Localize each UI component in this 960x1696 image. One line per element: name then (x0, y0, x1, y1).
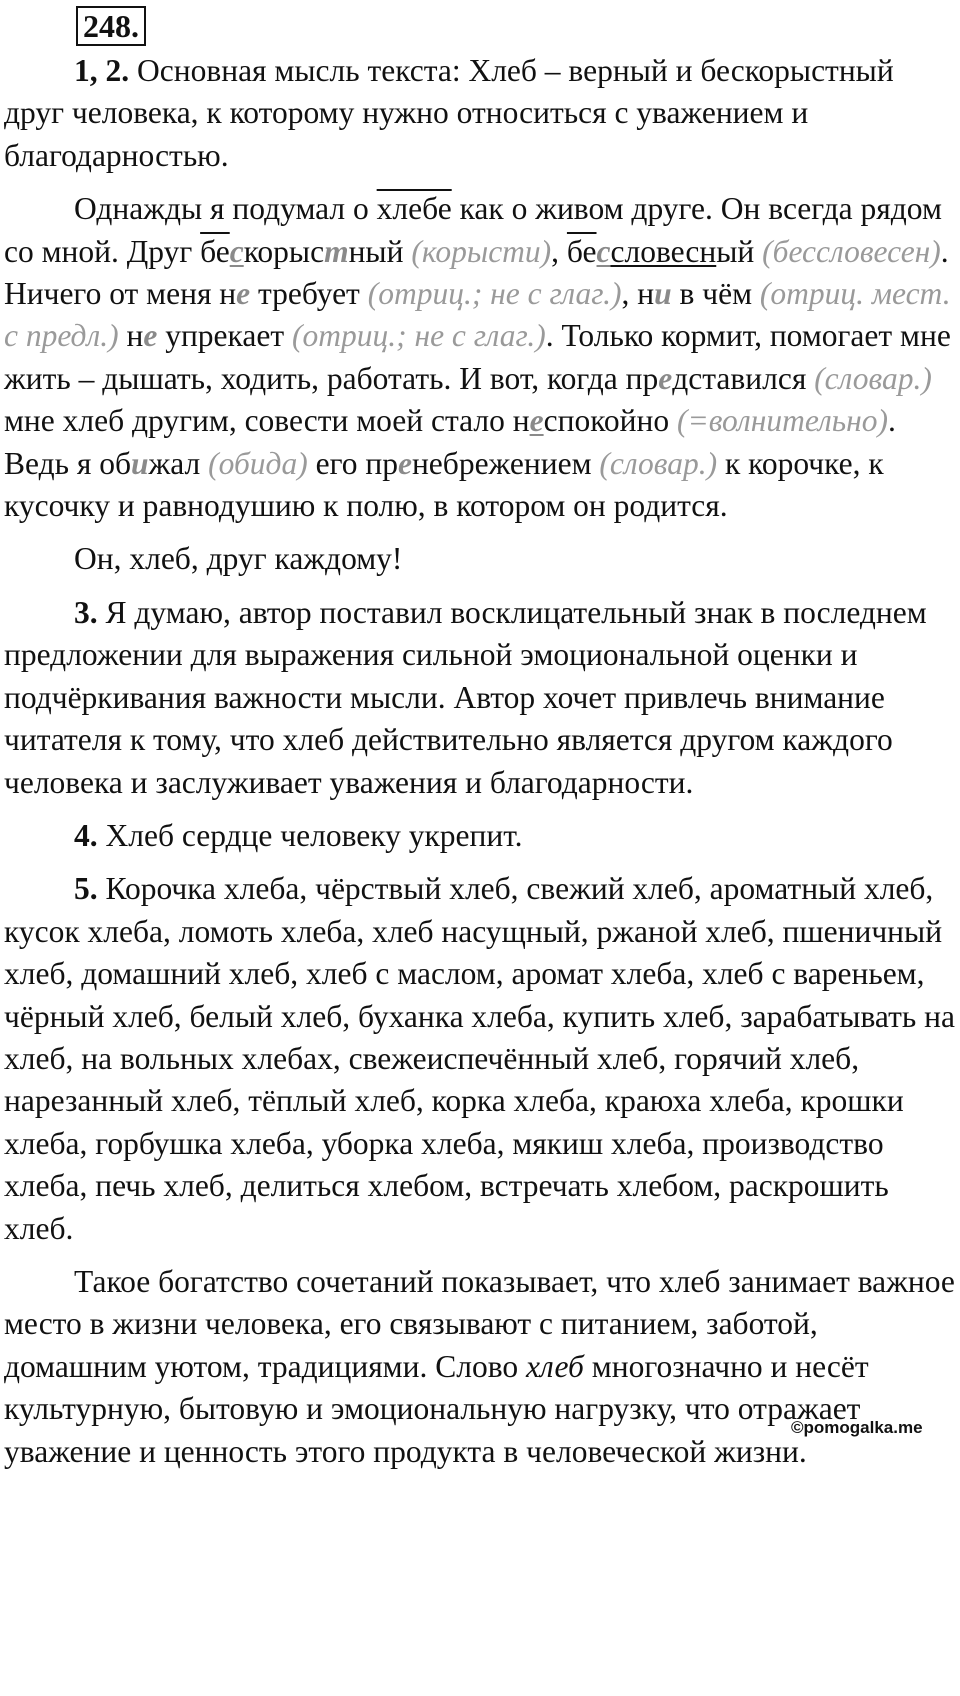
text-run: , (551, 233, 567, 269)
task-label: 3. (74, 594, 98, 630)
paragraph-text: Я думаю, автор поставил восклицательный знак в последнем предложении для выражения сильной эмоциональной оценки и подчёркивания важности мысли. Автор хочет привлечь внимание читателя к тому, что хлеб действительно является другом каждого человека и заслуживает уважения и благодарности. (4, 594, 927, 800)
exercise-number: 248. (76, 6, 146, 46)
text-run: к корочке, к кусочку и равнодушию к полю, в котором он родится. (4, 445, 884, 524)
text-run: как о живом друге. Он всегда рядом со мной. Друг (4, 191, 942, 269)
text-run: н (118, 318, 144, 354)
text-run: . Ничего от меня н (4, 233, 949, 312)
text-run: корыс (243, 233, 325, 269)
text-run: многозначно и несёт культурную, бытовую и эмоциональную нагрузку, что отражает уважение и ценность этого продукта в человеческой жизни. (4, 1348, 869, 1469)
highlighted-letter: и (654, 276, 672, 312)
annotation: (словар.) (814, 360, 932, 396)
text-run: ный (348, 233, 404, 269)
paragraph-answer-3 (4, 592, 960, 804)
annotation: (отриц.; не с глаг.) (367, 276, 622, 312)
paragraph-answer-4 (4, 815, 960, 857)
annotation: (отриц.; не с глаг.) (291, 318, 546, 354)
underlined-run: словесн (610, 233, 717, 269)
highlighted-letter: е (658, 360, 673, 396)
paragraph-text-body (4, 188, 960, 527)
paragraph-text: Корочка хлеба, чёрствый хлеб, свежий хлеб, ароматный хлеб, кусок хлеба, ломоть хлеба, хлеб насущный, ржаной хлеб, пшеничный хлеб, домашний хлеб, хлеб с маслом, аромат хлеба, хлеб с вареньем, чёрный хлеб, белый хлеб, буханка хлеба, купить хлеб, зарабатывать на хлеб, на вольных хлебах, свежеиспечённый хлеб, горячий хлеб, нарезанный хлеб, тёплый хлеб, корка хлеба, краюха хлеба, крошки хлеба, горбушка хлеба, уборка хлеба, мякиш хлеба, производство хлеба, печь хлеб, делиться хлебом, встречать хлебом, раскрошить хлеб. (4, 871, 955, 1246)
paragraph-conclusion (4, 1261, 960, 1473)
word-with-root-mark: хлебе (376, 191, 452, 227)
text-run: жал (148, 445, 209, 481)
text-run: в чём (671, 276, 760, 312)
task-label: 5. (74, 871, 98, 907)
prefix-mark: бе (200, 233, 230, 269)
annotation: (отриц. мест. с предл.) (4, 276, 951, 354)
prefix-mark: бе (566, 233, 597, 269)
text-run: . Только кормит, помогает мне жить – дышать, ходить, работать. И вот, когда пр (4, 318, 951, 396)
text-run: упрекает (157, 318, 292, 354)
watermark: ©pomogalka.me (791, 1418, 923, 1437)
text-run: Однажды я подумал о (74, 191, 377, 227)
paragraph-text: Основная мысль текста: Хлеб – верный и бескорыстный друг человека, к которому нужно относиться с уважением и благодарностью. (4, 53, 894, 173)
highlighted-letter: е (529, 403, 544, 439)
task-label: 4. (74, 817, 98, 853)
text-run: ый (716, 233, 755, 269)
task-label: 1, 2. (74, 53, 130, 88)
annotation: (=волнительно) (677, 403, 888, 439)
paragraph-answer-5 (4, 868, 960, 1250)
highlighted-letter: и (130, 445, 149, 481)
highlighted-letter: е (143, 318, 158, 354)
text-run: дставился (672, 360, 815, 396)
annotation: (обида) (208, 445, 308, 481)
text-run: небрежением (411, 445, 600, 481)
highlighted-letter: с (229, 233, 244, 269)
italic-word: хлеб (525, 1348, 584, 1384)
text-run: мне хлеб другим, совести моей стало н (4, 403, 530, 439)
highlighted-letter: е (397, 445, 412, 481)
text-run: , н (621, 276, 655, 312)
highlighted-letter: е (236, 276, 251, 312)
text-run: . Ведь я об (4, 403, 896, 481)
text-run: требует (250, 276, 368, 312)
annotation: (бессловесен) (754, 233, 941, 269)
annotation: (словар.) (599, 445, 718, 481)
text-run: Такое богатство сочетаний показывает, что хлеб занимает важное место в жизни человека, его связывают с питанием, заботой, домашним уютом, традициями. Слово (4, 1263, 955, 1384)
paragraph-text: Хлеб сердце человеку укрепит. (97, 817, 523, 853)
text-run: спокойно (543, 403, 677, 439)
paragraph-main-idea (4, 50, 960, 177)
highlighted-letter: с (596, 233, 611, 269)
highlighted-letter: т (324, 233, 349, 269)
text-run: его пр (307, 445, 398, 481)
paragraph-final-sentence: Он, хлеб, друг каждому! (74, 541, 403, 577)
annotation: (корысти) (403, 233, 552, 269)
